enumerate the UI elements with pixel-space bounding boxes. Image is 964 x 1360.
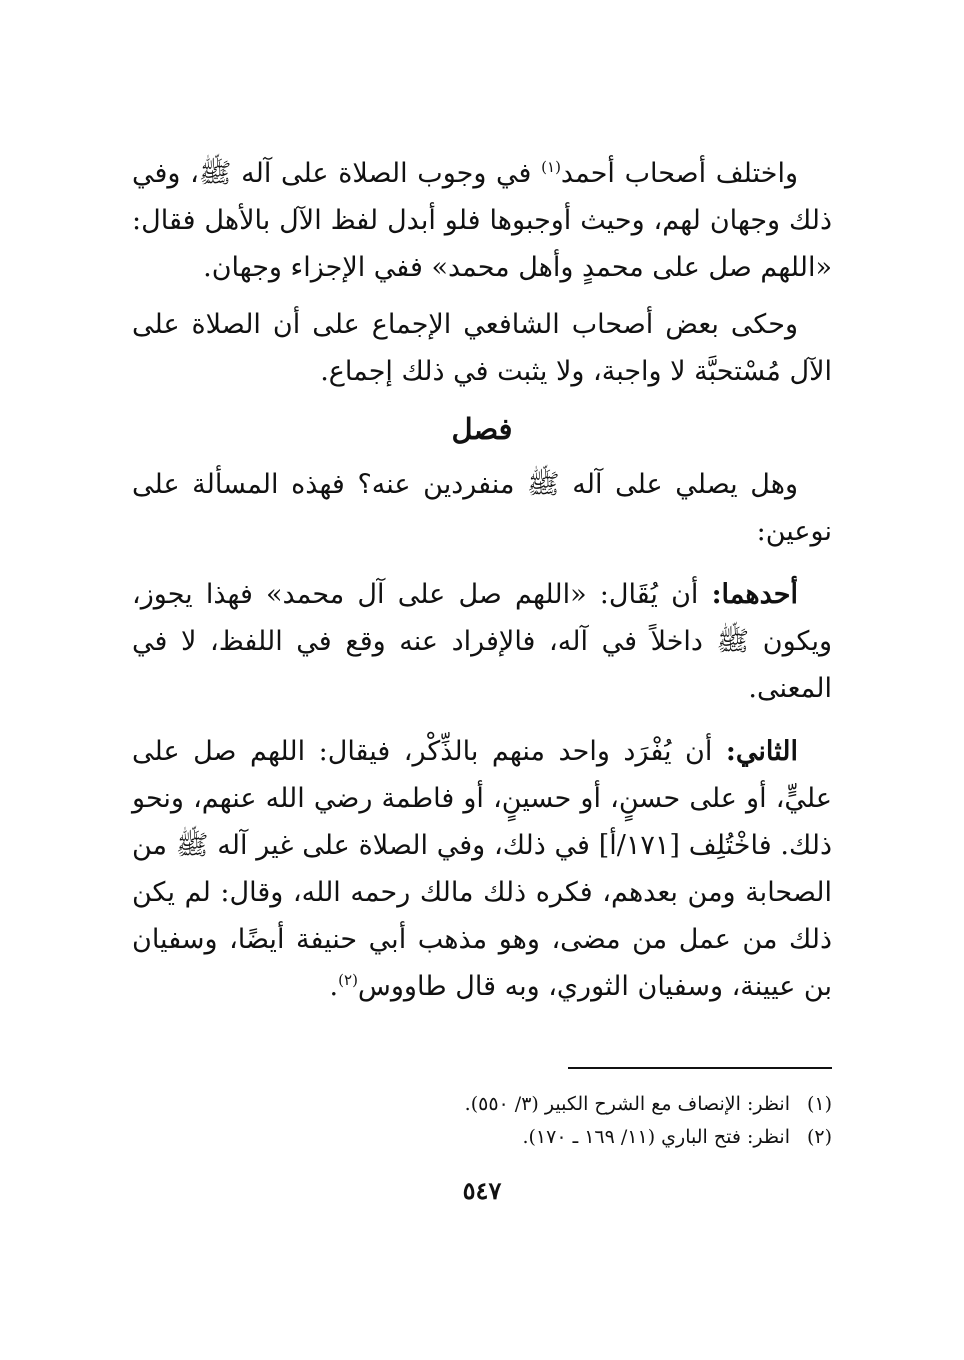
paragraph-5 [132,728,832,1010]
footnote-ref-1: (١) [541,158,561,176]
paragraph-5-lead: الثاني: [725,736,798,767]
footnote-1-text: انظر: الإنصاف مع الشرح الكبير (٣/ ٥٥٠). [464,1093,790,1115]
paragraph-5-text: أن يُفْرَد واحد منهم بالذِّكْر، فيقال: اللهم صل على عليٍّ، أو على حسنٍ، أو حسينٍ، أو فاطمة رضي الله عنهم، ونحو ذلك. فاخْتُلِف [١٧١/أ] في ذلك، وفي الصلاة على غير آله ﷺ من الصحابة ومن بعدهم، فكره ذلك مالك رحمه الله، وقال: لم يكن ذلك من عمل من مضى، وهو مذهب أبي حنيفة أيضًا، وسفيان بن عيينة، وسفيان الثوري، وبه قال طاووس [132,736,832,1002]
paragraph-4-lead: أحدهما: [711,579,798,610]
paragraph-1-text: واختلف أصحاب أحمد [560,158,799,189]
footnote-2-number: (٢) [806,1126,832,1148]
paragraph-4 [132,571,832,712]
paragraph-1 [132,150,832,291]
footnote-1-number: (١) [806,1093,832,1115]
footnote-ref-2: (٢) [338,971,358,989]
paragraph-1-rest: في وجوب الصلاة على آله ﷺ، وفي ذلك وجهان لهم، وحيث أوجبوها فلو أبدل لفظ الآل بالأهل فقال: «اللهم صل على محمدٍ وأهل محمد» ففي الإجزاء وجهان. [132,158,832,283]
footnote-1 [272,1088,832,1121]
footnote-divider [568,1067,832,1069]
page-number: ٥٤٧ [462,1176,502,1205]
main-text [132,150,832,1010]
footnotes [272,1088,832,1154]
section-heading: فصل [451,412,513,446]
paragraph-5-end: . [329,971,339,1002]
footnote-2-text: انظر: فتح الباري (١١/ ١٦٩ ـ ١٧٠). [522,1126,790,1148]
footnote-2 [272,1121,832,1154]
paragraph-3: وهل يصلي على آله ﷺ منفردين عنه؟ فهذه المسألة على نوعين: [132,469,832,547]
paragraph-4-text: أن يُقَال: «اللهم صل على آل محمد» فهذا يجوز، ويكون ﷺ داخلاً في آله، فالإفراد عنه وقع في اللفظ، لا في المعنى. [132,579,832,704]
paragraph-2: وحكى بعض أصحاب الشافعي الإجماع على أن الصلاة على الآل مُسْتحبَّة لا واجبة، ولا يثبت في ذلك إجماع. [132,309,832,387]
